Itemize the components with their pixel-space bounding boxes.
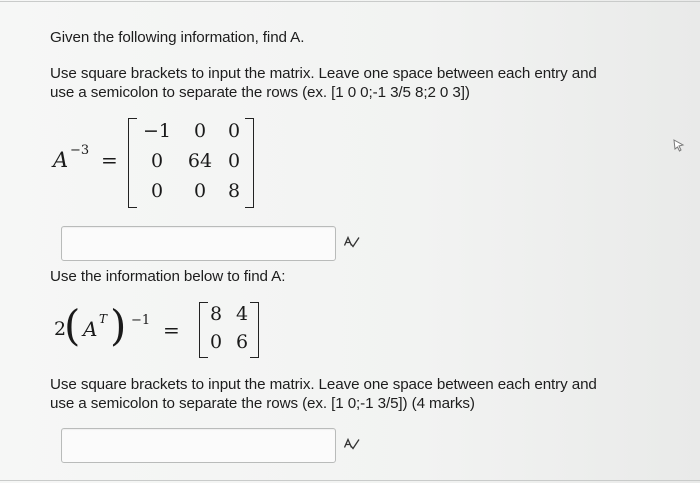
eq2-inner-base: A [83,317,98,341]
question-title: Given the following information, find A. [50,29,305,46]
left-bracket [128,118,137,208]
instructions-1-line-2: use a semicolon to separate the rows (ex. [1 0 0;-1 3/5 8;2 0 3]) [50,84,470,101]
eq1-matrix [128,118,254,208]
instructions-2-line-2: use a semicolon to separate the rows (ex. [1 0;-1 3/5]) (4 marks) [50,395,475,412]
answer-1-input[interactable] [61,226,336,261]
bottom-divider [0,480,700,481]
eq2-equals: = [163,318,180,342]
eq2-matrix [199,302,259,358]
math-preview-icon[interactable] [343,437,361,451]
eq2-inner-exponent: T [99,312,108,326]
instructions-1-line-1: Use square brackets to input the matrix. Leave one space between each entry and [50,65,597,82]
matrix-cell: 0 [227,120,241,142]
matrix-cell: 6 [235,331,249,353]
eq1-lhs-exponent: −3 [70,143,90,158]
top-divider [0,1,700,2]
right-paren: ) [110,301,127,350]
matrix-cell: 64 [187,150,213,172]
mouse-pointer-icon [672,137,686,153]
matrix-cell: 0 [193,180,207,202]
eq1-lhs-base: A [53,148,69,172]
eq2-outer-exponent: −1 [131,313,151,328]
instructions-2-line-1: Use square brackets to input the matrix. Leave one space between each entry and [50,376,597,393]
matrix-cell: −1 [142,120,171,142]
matrix-cell: 8 [227,180,241,202]
right-bracket [245,118,254,208]
answer-2-input[interactable] [61,428,336,463]
matrix-cell: 0 [209,331,223,353]
eq2-coefficient: 2 [54,318,67,340]
matrix-cell: 8 [209,303,223,325]
left-paren: ( [64,301,81,350]
matrix-cell: 0 [227,150,241,172]
eq1-equals: = [101,148,118,172]
math-preview-icon[interactable] [343,235,361,249]
matrix-cell: 0 [150,180,164,202]
part-2-label: Use the information below to find A: [50,268,286,285]
matrix-cell: 0 [193,120,207,142]
matrix-cell: 0 [150,150,164,172]
matrix-cell: 4 [235,303,249,325]
